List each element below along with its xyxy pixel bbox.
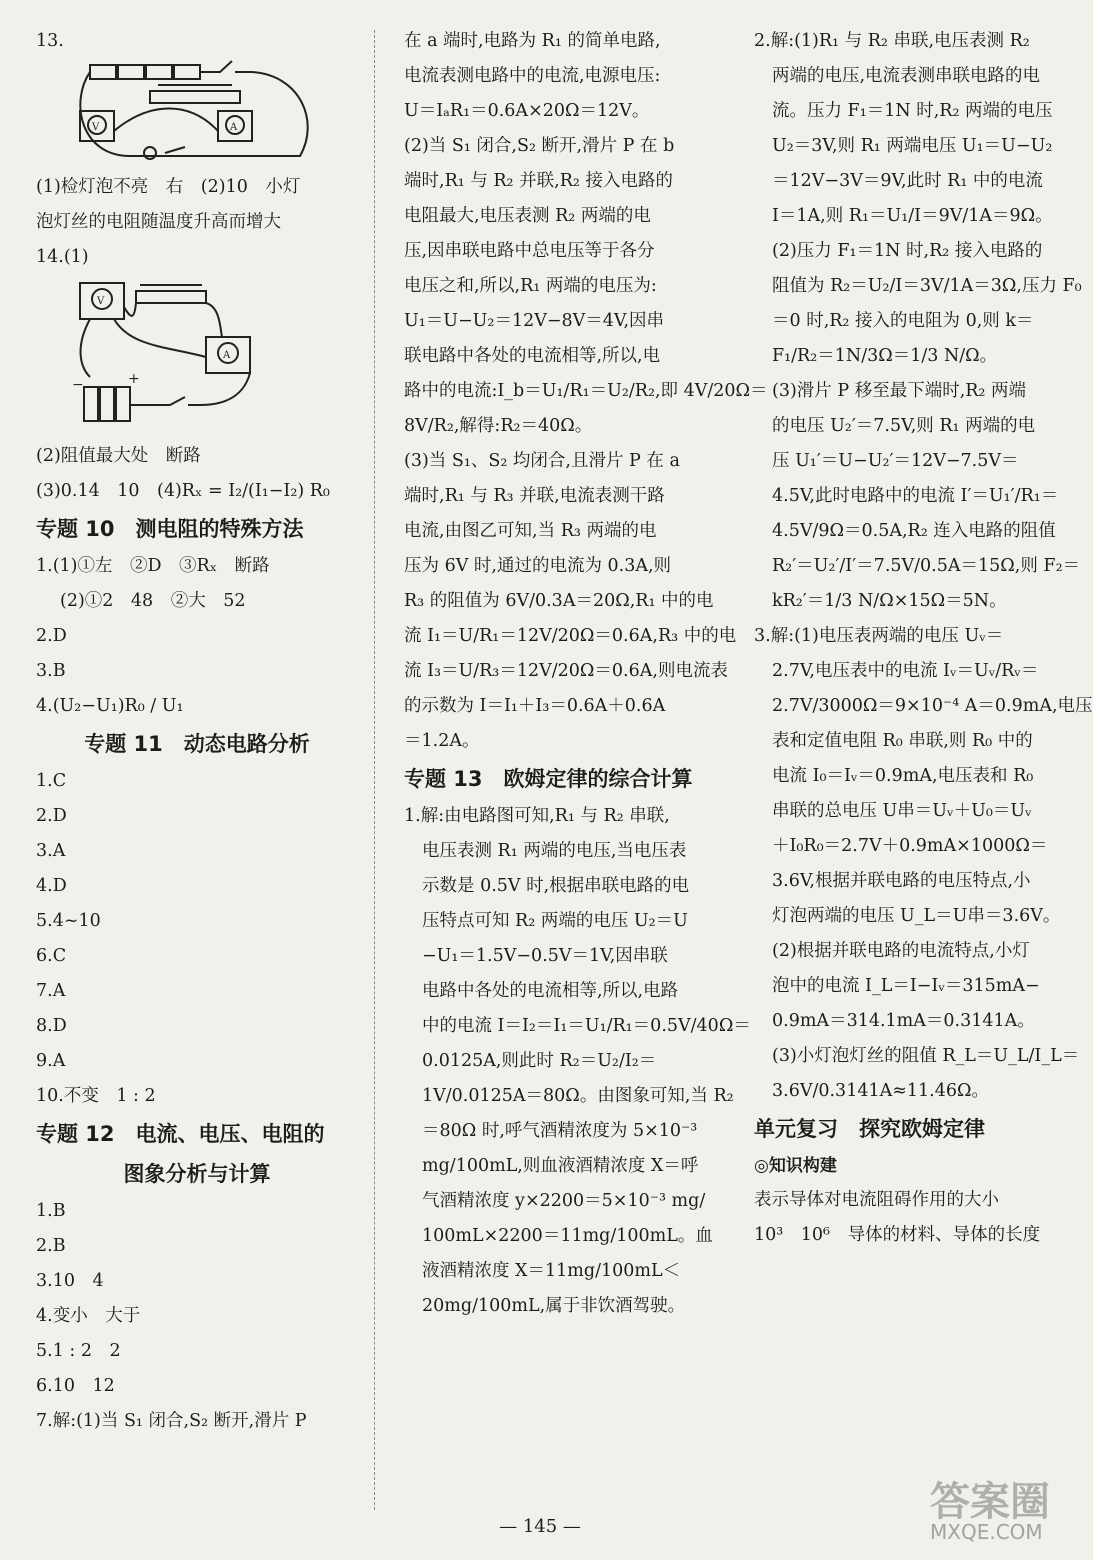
q13-answer-line-1: (1)检灯泡不亮 右 (2)10 小灯 — [36, 177, 301, 197]
c3-line: ＋I₀R₀＝2.7V＋0.9mA×1000Ω＝ — [772, 836, 1048, 856]
column-1 — [36, 24, 358, 1439]
column-divider — [374, 30, 375, 1510]
c3-line: R₂′＝U₂′/I′＝7.5V/0.5A＝15Ω,则 F₂＝ — [772, 556, 1081, 576]
c3-line: 2.7V,电压表中的电流 Iᵥ＝Uᵥ/Rᵥ＝ — [772, 661, 1039, 681]
q14-label: 14.(1) — [36, 247, 89, 267]
c3-line: 灯泡两端的电压 U_L＝U串＝3.6V。 — [772, 906, 1061, 926]
c3-line: F₁/R₂＝1N/3Ω＝1/3 N/Ω。 — [772, 346, 998, 366]
c2-line: −U₁＝1.5V−0.5V＝1V,因串联 — [422, 946, 668, 966]
c2-line: 8V/R₂,解得:R₂＝40Ω。 — [404, 416, 593, 436]
c2-line: 1.解:由电路图可知,R₁ 与 R₂ 串联, — [404, 806, 670, 826]
section-heading-12b: 图象分析与计算 — [123, 1162, 271, 1186]
s10-line-1: 1.(1)①左 ②D ③Rₓ 断路 — [36, 556, 270, 576]
s11-line-1: 1.C — [36, 771, 67, 791]
c2-line: 压特点可知 R₂ 两端的电压 U₂＝U — [422, 911, 688, 931]
c2-line: 流 I₁＝U/R₁＝12V/20Ω＝0.6A,R₃ 中的电 — [404, 626, 737, 646]
s10-line-5: 4.(U₂−U₁)R₀ / U₁ — [36, 696, 184, 716]
c3-line: 表和定值电阻 R₀ 串联,则 R₀ 中的 — [772, 731, 1033, 751]
c3-line: 串联的总电压 U串＝Uᵥ＋U₀＝Uᵥ — [772, 801, 1032, 821]
c2-line: 压,因串联电路中总电压等于各分 — [404, 241, 655, 261]
c3-line: ＝12V−3V＝9V,此时 R₁ 中的电流 — [772, 171, 1043, 191]
c2-line: 气酒精浓度 y×2200＝5×10⁻³ mg/ — [422, 1191, 706, 1211]
c2-line: 1V/0.0125A＝80Ω。由图象可知,当 R₂ — [422, 1086, 734, 1106]
circuit-diagram-q13 — [70, 61, 330, 166]
s10-line-4: 3.B — [36, 661, 66, 681]
column-2 — [404, 24, 768, 1324]
c2-line: 流 I₃＝U/R₃＝12V/20Ω＝0.6A,则电流表 — [404, 661, 728, 681]
c3-line: 表示导体对电流阻碍作用的大小 — [754, 1190, 999, 1210]
c3-line: 3.6V/0.3141A≈11.46Ω。 — [772, 1081, 990, 1101]
s12-line-3: 3.10 4 — [36, 1271, 104, 1291]
c3-line: 的电压 U₂′＝7.5V,则 R₁ 两端的电 — [772, 416, 1036, 436]
c2-line: 路中的电流:I_b＝U₁/R₁＝U₂/R₂,即 4V/20Ω＝ — [404, 381, 768, 401]
c2-line: 压为 6V 时,通过的电流为 0.3A,则 — [404, 556, 672, 576]
c2-line: 电路中各处的电流相等,所以,电路 — [422, 981, 679, 1001]
c2-line: 0.0125A,则此时 R₂＝U₂/I₂＝ — [422, 1051, 657, 1071]
watermark-logo: 答案圈 — [930, 1479, 1050, 1525]
c2-line: ＝1.2A。 — [404, 731, 480, 751]
q13-answer-line-2: 泡灯丝的电阻随温度升高而增大 — [36, 212, 281, 232]
s12-line-2: 2.B — [36, 1236, 66, 1256]
c3-line: U₂＝3V,则 R₁ 两端电压 U₁＝U−U₂ — [772, 136, 1053, 156]
svg-text:−: − — [72, 377, 84, 393]
c3-line: 2.解:(1)R₁ 与 R₂ 串联,电压表测 R₂ — [754, 31, 1030, 51]
c3-line: 10³ 10⁶ 导体的材料、导体的长度 — [754, 1225, 1041, 1245]
c2-line: 电阻最大,电压表测 R₂ 两端的电 — [404, 206, 651, 226]
s12-line-5: 5.1 : 2 2 — [36, 1341, 121, 1361]
s12-line-1: 1.B — [36, 1201, 66, 1221]
c2-line: 联电路中各处的电流相等,所以,电 — [404, 346, 661, 366]
c2-line: 示数是 0.5V 时,根据串联电路的电 — [422, 876, 690, 896]
s11-line-9: 9.A — [36, 1051, 66, 1071]
s11-line-7: 7.A — [36, 981, 66, 1001]
s11-line-8: 8.D — [36, 1016, 67, 1036]
c3-line: 阻值为 R₂＝U₂/I＝3V/1A＝3Ω,压力 F₀ — [772, 276, 1082, 296]
c2-line: 的示数为 I＝I₁＋I₃＝0.6A＋0.6A — [404, 696, 666, 716]
c3-line: 3.解:(1)电压表两端的电压 Uᵥ＝ — [754, 626, 1004, 646]
c3-line: 电流 I₀＝Iᵥ＝0.9mA,电压表和 R₀ — [772, 766, 1034, 786]
c3-line: 4.5V/9Ω＝0.5A,R₂ 连入电路的阻值 — [772, 521, 1056, 541]
s12-line-4: 4.变小 大于 — [36, 1306, 141, 1326]
c2-line: mg/100mL,则血液酒精浓度 X＝呼 — [422, 1156, 699, 1176]
s12-line-6: 6.10 12 — [36, 1376, 115, 1396]
q13-label: 13. — [36, 31, 64, 51]
c2-line: (3)当 S₁、S₂ 均闭合,且滑片 P 在 a — [404, 451, 680, 471]
svg-text:V: V — [92, 122, 100, 133]
svg-text:V: V — [97, 296, 105, 307]
c2-line: U＝IₐR₁＝0.6A×20Ω＝12V。 — [404, 101, 650, 121]
s11-line-2: 2.D — [36, 806, 67, 826]
circuit-diagram-q14 — [70, 277, 290, 435]
c3-line: 泡中的电流 I_L＝I−Iᵥ＝315mA− — [772, 976, 1040, 996]
section-heading-11: 专题 11 动态电路分析 — [84, 732, 310, 756]
q14-answer-line-2: (2)阻值最大处 断路 — [36, 446, 201, 466]
q14-answer-line-3: (3)0.14 10 (4)Rₓ = I₂/(I₁−I₂) R₀ — [36, 481, 330, 501]
page-number: — 145 — — [499, 1516, 581, 1537]
c2-line: (2)当 S₁ 闭合,S₂ 断开,滑片 P 在 b — [404, 136, 675, 156]
c2-line: 端时,R₁ 与 R₂ 并联,R₂ 接入电路的 — [404, 171, 673, 191]
c2-line: 100mL×2200＝11mg/100mL。血 — [422, 1226, 713, 1246]
s11-line-5: 5.4~10 — [36, 911, 101, 931]
c3-line: (3)滑片 P 移至最下端时,R₂ 两端 — [772, 381, 1027, 401]
c3-line: (2)根据并联电路的电流特点,小灯 — [772, 941, 1030, 961]
svg-text:A: A — [230, 122, 238, 133]
c2-line: 20mg/100mL,属于非饮酒驾驶。 — [422, 1296, 686, 1316]
c2-line: 中的电流 I＝I₂＝I₁＝U₁/R₁＝0.5V/40Ω＝ — [422, 1016, 751, 1036]
s11-line-10: 10.不变 1 : 2 — [36, 1086, 156, 1106]
s10-line-3: 2.D — [36, 626, 67, 646]
c2-line: ＝80Ω 时,呼气酒精浓度为 5×10⁻³ — [422, 1121, 698, 1141]
c3-line: kR₂′＝1/3 N/Ω×15Ω＝5N。 — [772, 591, 1007, 611]
c2-line: 电压之和,所以,R₁ 两端的电压为: — [404, 276, 657, 296]
s10-line-2: (2)①2 48 ②大 52 — [60, 591, 246, 611]
c2-line: R₃ 的阻值为 6V/0.3A＝20Ω,R₁ 中的电 — [404, 591, 714, 611]
watermark-url: MXQE.COM — [930, 1520, 1043, 1544]
c3-line: ＝0 时,R₂ 接入的电阻为 0,则 k＝ — [772, 311, 1034, 331]
unit-review-heading: 单元复习 探究欧姆定律 — [754, 1117, 985, 1141]
s12-line-7: 7.解:(1)当 S₁ 闭合,S₂ 断开,滑片 P — [36, 1411, 307, 1431]
c2-line: 电流表测电路中的电流,电源电压: — [404, 66, 661, 86]
c3-line: 2.7V/3000Ω＝9×10⁻⁴ A＝0.9mA,电压 — [772, 696, 1093, 716]
c3-line: 压 U₁′＝U−U₂′＝12V−7.5V＝ — [772, 451, 1019, 471]
svg-text:A: A — [223, 350, 231, 361]
c3-line: (2)压力 F₁＝1N 时,R₂ 接入电路的 — [772, 241, 1043, 261]
svg-text:+: + — [128, 371, 140, 387]
section-heading-10: 专题 10 测电阻的特殊方法 — [36, 517, 304, 541]
c3-line: 流。压力 F₁＝1N 时,R₂ 两端的电压 — [772, 101, 1053, 121]
c3-line: 两端的电压,电流表测串联电路的电 — [772, 66, 1041, 86]
knowledge-construction-heading: ◎知识构建 — [754, 1156, 837, 1176]
c3-line: 3.6V,根据并联电路的电压特点,小 — [772, 871, 1031, 891]
c2-line: 电压表测 R₁ 两端的电压,当电压表 — [422, 841, 687, 861]
c2-line: 电流,由图乙可知,当 R₃ 两端的电 — [404, 521, 657, 541]
section-heading-13: 专题 13 欧姆定律的综合计算 — [404, 767, 693, 791]
s11-line-4: 4.D — [36, 876, 67, 896]
c2-line: U₁＝U−U₂＝12V−8V＝4V,因串 — [404, 311, 665, 331]
c3-line: (3)小灯泡灯丝的阻值 R_L＝U_L/I_L＝ — [772, 1046, 1080, 1066]
c2-line: 在 a 端时,电路为 R₁ 的简单电路, — [404, 31, 661, 51]
s11-line-6: 6.C — [36, 946, 67, 966]
c2-line: 端时,R₁ 与 R₃ 并联,电流表测干路 — [404, 486, 665, 506]
c3-line: 4.5V,此时电路中的电流 I′＝U₁′/R₁＝ — [772, 486, 1059, 506]
s11-line-3: 3.A — [36, 841, 66, 861]
c3-line: 0.9mA＝314.1mA＝0.3141A。 — [772, 1011, 1035, 1031]
column-3 — [754, 24, 1093, 1253]
c2-line: 液酒精浓度 X＝11mg/100mL＜ — [422, 1261, 681, 1281]
section-heading-12a: 专题 12 电流、电压、电阻的 — [36, 1122, 325, 1146]
c3-line: I＝1A,则 R₁＝U₁/I＝9V/1A＝9Ω。 — [772, 206, 1053, 226]
